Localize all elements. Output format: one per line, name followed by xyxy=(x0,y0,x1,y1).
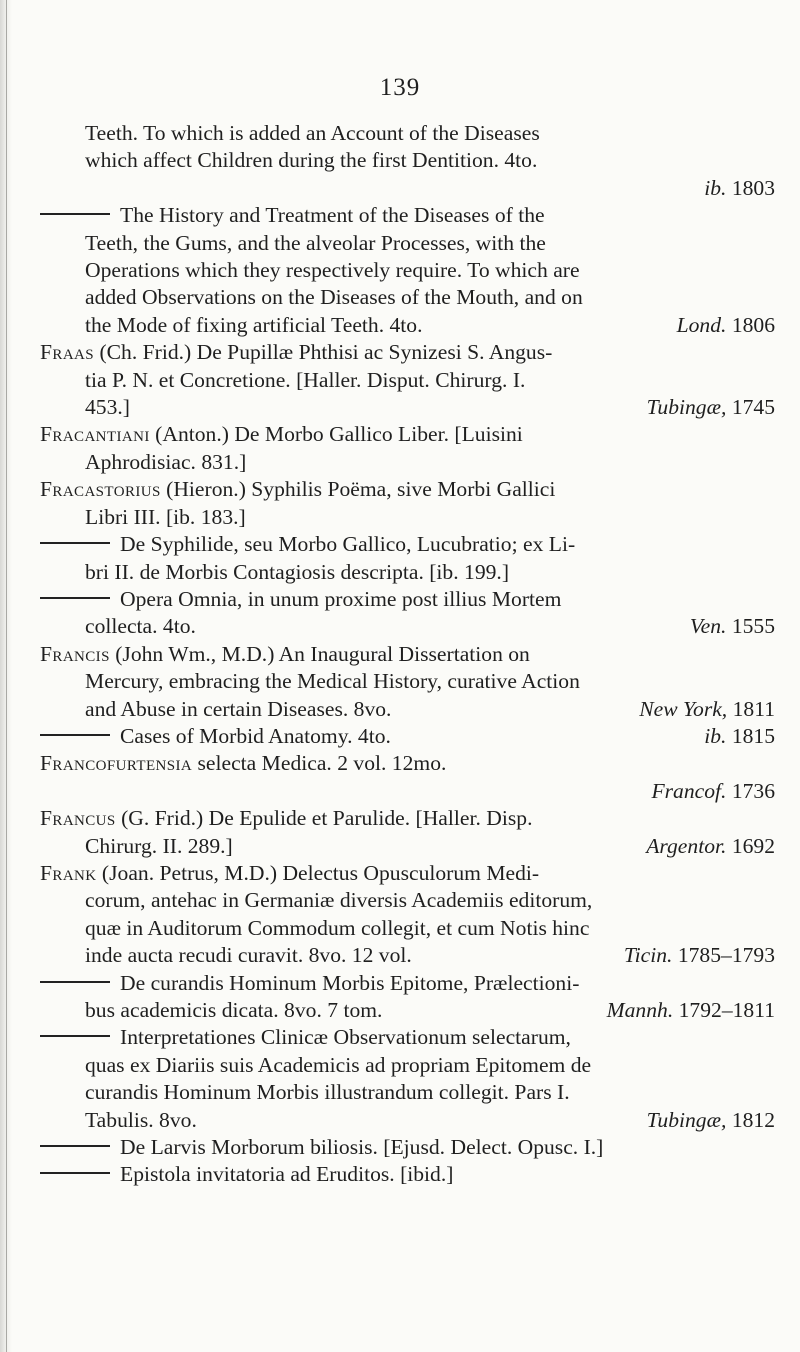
line-text: and Abuse in certain Diseases. 8vo. xyxy=(85,696,392,721)
entry-line-text xyxy=(85,997,382,1024)
entry-line xyxy=(40,1161,775,1188)
entry-line xyxy=(40,668,775,695)
entry-line-text xyxy=(85,312,423,339)
line-text: De curandis Hominum Morbis Epitome, Prælectioni- xyxy=(120,970,580,995)
entry-line xyxy=(40,367,775,394)
imprint xyxy=(624,942,775,969)
entry-line xyxy=(40,586,775,613)
entry-line-text xyxy=(85,560,509,584)
line-text: 453.] xyxy=(85,395,130,420)
entry-line-text xyxy=(85,942,412,969)
entry-line xyxy=(40,202,775,229)
line-text: quas ex Diariis suis Academicis ad propriam Epitomem de xyxy=(85,1052,592,1077)
bibliography-entry xyxy=(40,641,775,723)
bibliography-entry xyxy=(40,421,775,476)
entry-line xyxy=(40,476,775,503)
bibliography-entry xyxy=(40,723,775,750)
ditto-dash xyxy=(40,1172,110,1174)
ditto-dash xyxy=(40,734,110,736)
entry-line xyxy=(40,750,775,777)
imprint xyxy=(677,312,775,339)
entry-line-text xyxy=(40,861,539,885)
entry-line xyxy=(40,449,775,476)
entry-line xyxy=(40,942,775,969)
line-text: corum, antehac in Germaniæ diversis Academiis editorum, xyxy=(85,888,593,913)
ditto-dash xyxy=(40,1145,110,1147)
line-text: Aphrodisiac. 831.] xyxy=(85,449,247,474)
ditto-dash xyxy=(40,213,110,215)
entry-line xyxy=(40,257,775,284)
entry-line-text xyxy=(40,477,555,501)
entry-line-text xyxy=(40,971,579,995)
entry-line-text xyxy=(40,532,575,556)
imprint-year: 1806 xyxy=(731,312,775,337)
line-text: added Observations on the Diseases of the Mouth, and on xyxy=(85,285,583,310)
line-text: Interpretationes Clinicæ Observationum selectarum, xyxy=(120,1025,571,1050)
imprint-place: Tubingæ, xyxy=(646,1107,727,1132)
imprint-year: 1692 xyxy=(731,833,775,858)
line-text: (G. Frid.) De Epulide et Parulide. [Haller. Disp. xyxy=(121,806,533,831)
entry-line xyxy=(40,887,775,914)
line-text: Mercury, embracing the Medical History, curative Action xyxy=(85,669,580,694)
bibliography-entry xyxy=(40,750,775,805)
imprint-place: Mannh. xyxy=(606,998,674,1022)
entry-line-text xyxy=(85,613,196,640)
entry-line xyxy=(40,860,775,887)
entry-line xyxy=(40,1024,775,1051)
line-text: Teeth, the Gums, and the alveolar Processes, with the xyxy=(85,230,546,255)
bibliography-entry xyxy=(40,1024,775,1134)
bibliography-entry xyxy=(40,1161,775,1188)
entry-line-text xyxy=(85,669,580,693)
entry-line xyxy=(40,833,775,860)
bibliography-entry xyxy=(40,339,775,421)
line-text: De Syphilide, seu Morbo Gallico, Lucubratio; ex Li- xyxy=(120,532,576,557)
line-text: (Joan. Petrus, M.D.) Delectus Opusculorum Medi- xyxy=(101,860,540,885)
imprint-place: Francof. xyxy=(651,778,727,803)
entry-line-text xyxy=(40,1162,453,1186)
entry-line-text xyxy=(85,505,246,529)
entry-line xyxy=(40,230,775,257)
imprint-year: 1815 xyxy=(731,723,775,748)
entry-line xyxy=(40,394,775,421)
imprint xyxy=(607,997,775,1024)
author-name: Francus xyxy=(40,806,116,831)
imprint-year: 1812 xyxy=(731,1107,775,1132)
line-text: curandis Hominum Morbis illustrandum collegit. Pars I. xyxy=(85,1080,570,1105)
entry-line xyxy=(40,613,775,640)
imprint-year: 1745 xyxy=(731,395,775,420)
line-text: which affect Children during the first Dentition. 4to. xyxy=(85,148,538,173)
ditto-dash xyxy=(40,981,110,983)
entry-line xyxy=(40,723,775,750)
author-name: Fracastorius xyxy=(40,477,161,502)
ditto-dash xyxy=(40,1035,110,1037)
bibliography-entry xyxy=(40,476,775,531)
entry-line xyxy=(40,504,775,531)
line-text: (Hieron.) Syphilis Poëma, sive Morbi Gallici xyxy=(166,477,556,502)
bibliography-entry xyxy=(40,1134,775,1161)
entry-line-text xyxy=(40,642,530,666)
imprint-place: ib. xyxy=(704,175,727,200)
author-name: Fraas xyxy=(40,340,95,365)
bibliography-page xyxy=(40,120,775,1189)
imprint-line xyxy=(40,778,775,805)
imprint-place: Lond. xyxy=(676,312,727,337)
line-text: (Anton.) De Morbo Gallico Liber. [Luisini xyxy=(155,422,523,447)
entry-line-text xyxy=(85,450,246,474)
entry-line xyxy=(40,915,775,942)
imprint xyxy=(646,833,775,860)
entry-line-text xyxy=(85,258,580,282)
entry-line xyxy=(40,641,775,668)
imprint-line xyxy=(40,175,775,202)
entry-line-text xyxy=(85,368,525,392)
author-name: Francofurtensia xyxy=(40,751,193,776)
imprint xyxy=(639,696,775,723)
line-text: the Mode of fixing artificial Teeth. 4to. xyxy=(85,312,423,337)
line-text: collecta. 4to. xyxy=(85,614,196,639)
line-text: Epistola invitatoria ad Eruditos. [ibid.] xyxy=(120,1162,454,1187)
line-text: The History and Treatment of the Diseases of the xyxy=(120,203,545,228)
author-name: Fracantiani xyxy=(40,422,150,447)
bibliography-entry xyxy=(40,531,775,586)
line-text: tia P. N. et Concretione. [Haller. Disput. Chirurg. I. xyxy=(85,367,526,392)
entry-line xyxy=(40,970,775,997)
line-text: bus academicis dicata. 8vo. 7 tom. xyxy=(85,998,383,1022)
entry-line-text xyxy=(85,1053,591,1077)
entry-line-text xyxy=(85,916,589,940)
entry-line xyxy=(40,339,775,366)
binding-edge xyxy=(6,0,7,1352)
line-text: Operations which they respectively require. To which are xyxy=(85,258,580,283)
imprint-place: Argentor. xyxy=(646,833,727,858)
page-number: 139 xyxy=(379,74,421,101)
imprint-year: 1785–1793 xyxy=(677,943,775,968)
imprint xyxy=(704,175,775,202)
entry-line xyxy=(40,1134,775,1161)
entry-line xyxy=(40,120,775,147)
entry-line-text xyxy=(85,833,233,860)
imprint-year: 1736 xyxy=(731,778,775,803)
entry-line-text xyxy=(85,231,546,255)
line-text: bri II. de Morbis Contagiosis descripta. [ib. 199.] xyxy=(85,559,510,584)
entry-line-text xyxy=(40,751,446,775)
line-text: Chirurg. II. 289.] xyxy=(85,833,233,858)
bibliography-entry xyxy=(40,202,775,339)
line-text: selecta Medica. 2 vol. 12mo. xyxy=(197,751,447,776)
ditto-dash xyxy=(40,542,110,544)
entry-line-text xyxy=(85,121,540,145)
entry-line-text xyxy=(85,1080,570,1104)
entry-line-text xyxy=(85,888,592,912)
author-name: Francis xyxy=(40,641,110,666)
entry-line xyxy=(40,1052,775,1079)
line-text: (Ch. Frid.) De Pupillæ Phthisi ac Synizesi S. Angus- xyxy=(99,340,553,365)
ditto-dash xyxy=(40,597,110,599)
imprint-year: 1792–1811 xyxy=(678,998,775,1022)
bibliography-entry xyxy=(40,860,775,970)
entry-line xyxy=(40,421,775,448)
entry-line xyxy=(40,696,775,723)
entry-line xyxy=(40,1107,775,1134)
entry-line-text xyxy=(85,285,583,309)
entry-line-text xyxy=(40,340,552,364)
entry-line-text xyxy=(40,587,561,611)
entry-line-text xyxy=(40,1025,571,1049)
entry-line-text xyxy=(85,394,130,421)
imprint-place: New York, xyxy=(639,696,728,721)
entry-line xyxy=(40,805,775,832)
entry-line-text xyxy=(40,1135,603,1159)
entry-line xyxy=(40,147,775,174)
line-text: quæ in Auditorum Commodum collegit, et cum Notis hinc xyxy=(85,915,590,940)
imprint xyxy=(647,394,775,421)
imprint-place: Tubingæ, xyxy=(646,395,727,420)
line-text: Tabulis. 8vo. xyxy=(85,1107,197,1132)
entry-line-text xyxy=(85,148,537,172)
line-text: (John Wm., M.D.) An Inaugural Dissertation on xyxy=(115,641,530,666)
imprint xyxy=(651,778,775,805)
line-text: inde aucta recudi curavit. 8vo. 12 vol. xyxy=(85,943,412,968)
entry-line xyxy=(40,559,775,586)
line-text: Teeth. To which is added an Account of the Diseases xyxy=(85,121,540,145)
line-text: Libri III. [ib. 183.] xyxy=(85,504,246,529)
imprint xyxy=(704,723,775,750)
imprint xyxy=(690,613,775,640)
entry-line-text xyxy=(40,422,523,446)
bibliography-entry xyxy=(40,586,775,641)
entry-line xyxy=(40,1079,775,1106)
entry-line xyxy=(40,531,775,558)
entry-line-text xyxy=(85,696,391,723)
entry-line-text xyxy=(85,1107,197,1134)
entry-line-text xyxy=(40,806,532,830)
line-text: De Larvis Morborum biliosis. [Ejusd. Delect. Opusc. I.] xyxy=(120,1135,604,1160)
entry-line xyxy=(40,312,775,339)
imprint-year: 1555 xyxy=(731,614,775,639)
entry-line xyxy=(40,284,775,311)
bibliography-entry xyxy=(40,805,775,860)
imprint xyxy=(647,1107,775,1134)
imprint-place: Ticin. xyxy=(623,943,673,968)
bibliography-entry xyxy=(40,120,775,202)
entry-line xyxy=(40,997,775,1024)
line-text: Cases of Morbid Anatomy. 4to. xyxy=(120,723,391,748)
author-name: Frank xyxy=(40,860,97,885)
imprint-place: ib. xyxy=(704,723,727,748)
imprint-year: 1811 xyxy=(732,696,775,721)
entry-line-text xyxy=(40,203,545,227)
imprint-year: 1803 xyxy=(731,175,775,200)
entry-line-text xyxy=(40,723,391,750)
bibliography-entry xyxy=(40,970,775,1025)
line-text: Opera Omnia, in unum proxime post illius Mortem xyxy=(120,586,562,611)
imprint-place: Ven. xyxy=(689,614,727,639)
